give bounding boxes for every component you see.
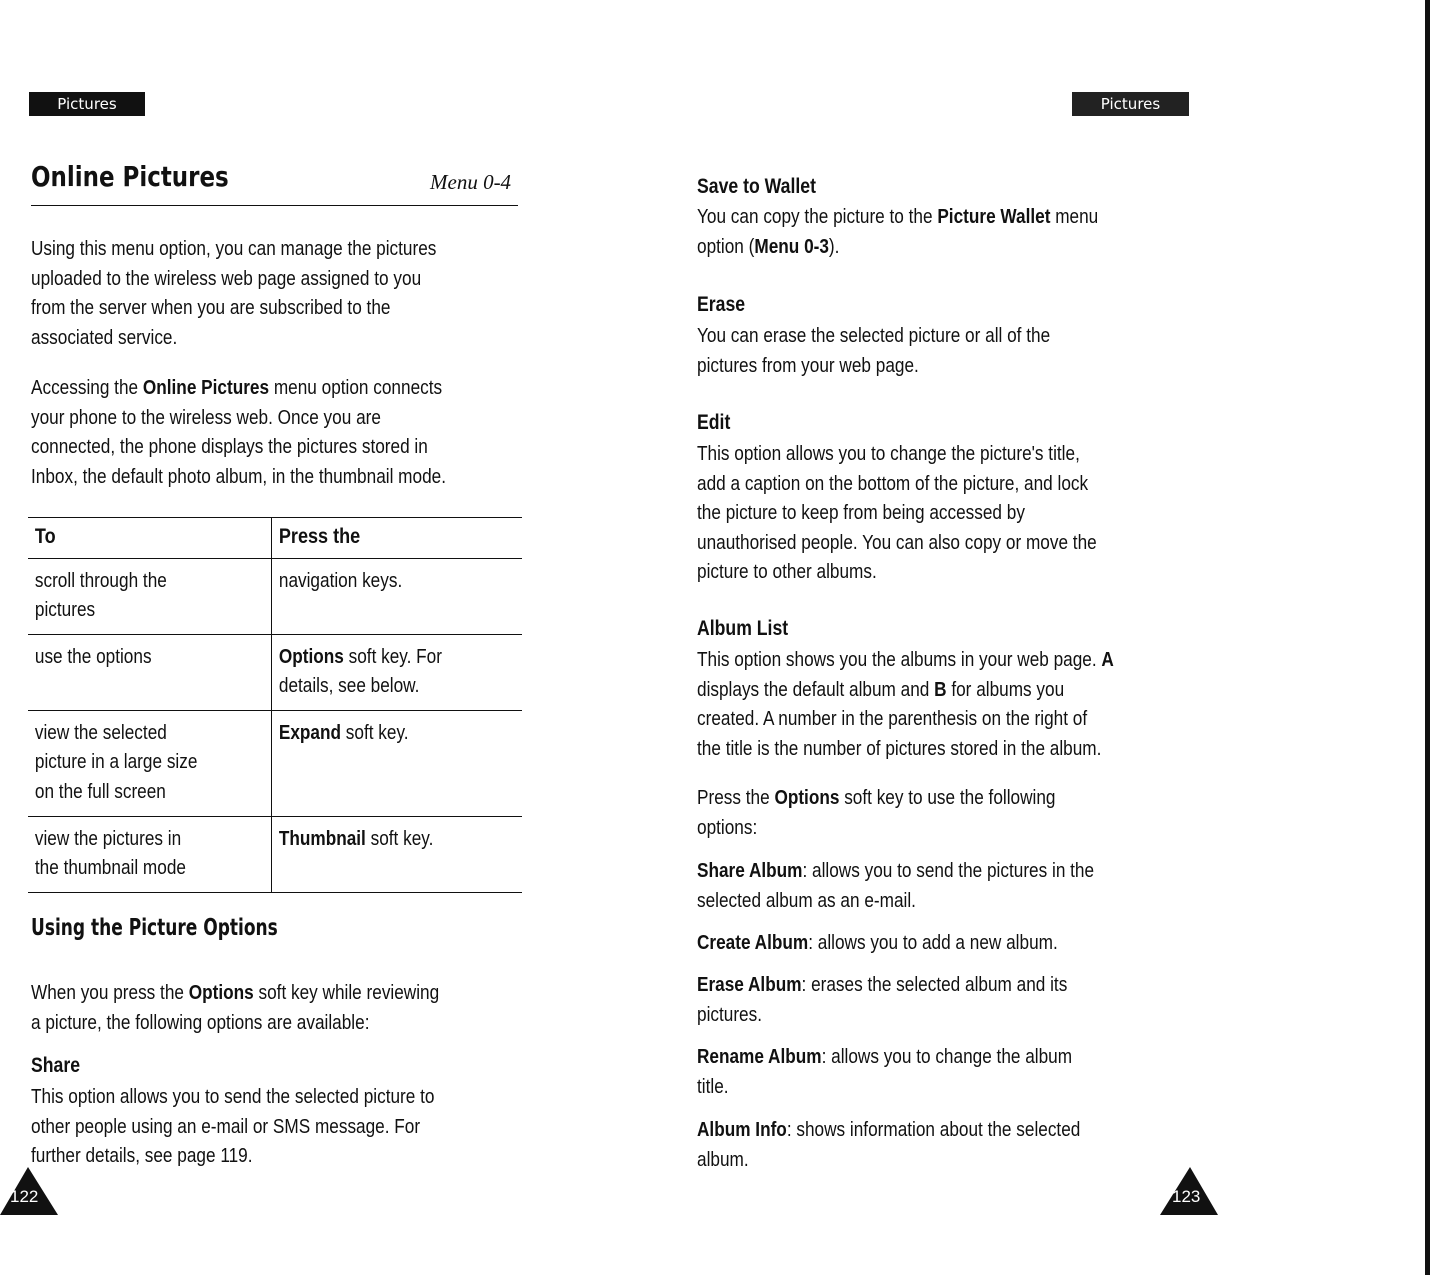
album-option-rename: Rename Album: allows you to change the album title.: [697, 1046, 1073, 1098]
title-divider: [31, 205, 518, 206]
key-table: [28, 517, 522, 893]
press-options-paragraph: Press the Options soft key to use the following options:: [697, 787, 1056, 839]
options-intro-paragraph: When you press the Options soft key while reviewing a picture, the following options are available:: [31, 982, 440, 1034]
edit-heading: Edit: [697, 411, 731, 434]
table-row: view the pictures in the thumbnail mode Thumbnail soft key.: [28, 816, 522, 892]
access-paragraph: Accessing the Online Pictures menu option connects your phone to the wireless web. Once you are connected, the phone displays the pictures stored in Inbox, the default photo album, in the thumbnail mode.: [31, 377, 446, 488]
album-option-erase: Erase Album: erases the selected album and its pictures.: [697, 974, 1068, 1026]
album-option-share: Share Album: allows you to send the pictures in the selected album as an e-mail.: [697, 860, 1095, 912]
album-list-paragraph: This option shows you the albums in your web page. A displays the default album and B for albums you created. A number in the parenthesis on the right of the title is the number of pictures stored in the album.: [697, 649, 1114, 760]
album-list-heading: Album List: [697, 617, 789, 640]
share-heading: Share: [31, 1054, 81, 1077]
save-to-wallet-heading: Save to Wallet: [697, 175, 816, 198]
share-paragraph: This option allows you to send the selected picture to other people using an e-mail or SMS message. For further details, see page 119.: [31, 1086, 435, 1167]
section-tab-left: Pictures: [29, 92, 145, 116]
page-edge-line: [1425, 0, 1430, 1275]
edit-paragraph: This option allows you to change the picture's title, add a caption on the bottom of the picture, and lock the picture to keep from being accessed by unauthorised people. You can also copy or move the picture to other albums.: [697, 443, 1097, 583]
intro-paragraph: Using this menu option, you can manage the pictures uploaded to the wireless web page assigned to you from the server when you are subscribed to the associated service.: [31, 238, 437, 349]
page-number-left: 122: [0, 1165, 60, 1217]
table-row: scroll through the pictures navigation keys.: [28, 558, 522, 634]
table-header-press: Press the: [278, 525, 361, 548]
table-row: view the selected picture in a large size on the full screen Expand soft key.: [28, 710, 522, 816]
table-row: use the options Options soft key. For details, see below.: [28, 634, 522, 710]
save-to-wallet-paragraph: You can copy the picture to the Picture Wallet menu option (Menu 0-3).: [697, 206, 1099, 258]
erase-heading: Erase: [697, 293, 746, 316]
page-number-right: 123: [1160, 1165, 1220, 1217]
page-title: Online Pictures: [31, 160, 229, 193]
section-heading: Using the Picture Options: [31, 915, 278, 941]
table-header-to: To: [34, 525, 56, 548]
album-option-create: Create Album: allows you to add a new album.: [697, 932, 1058, 954]
album-option-info: Album Info: shows information about the selected album.: [697, 1119, 1081, 1171]
table-header-row: [28, 518, 522, 559]
erase-paragraph: You can erase the selected picture or all of the pictures from your web page.: [697, 325, 1051, 377]
menu-reference: Menu 0-4: [430, 170, 512, 194]
section-tab-right: Pictures: [1072, 92, 1189, 116]
